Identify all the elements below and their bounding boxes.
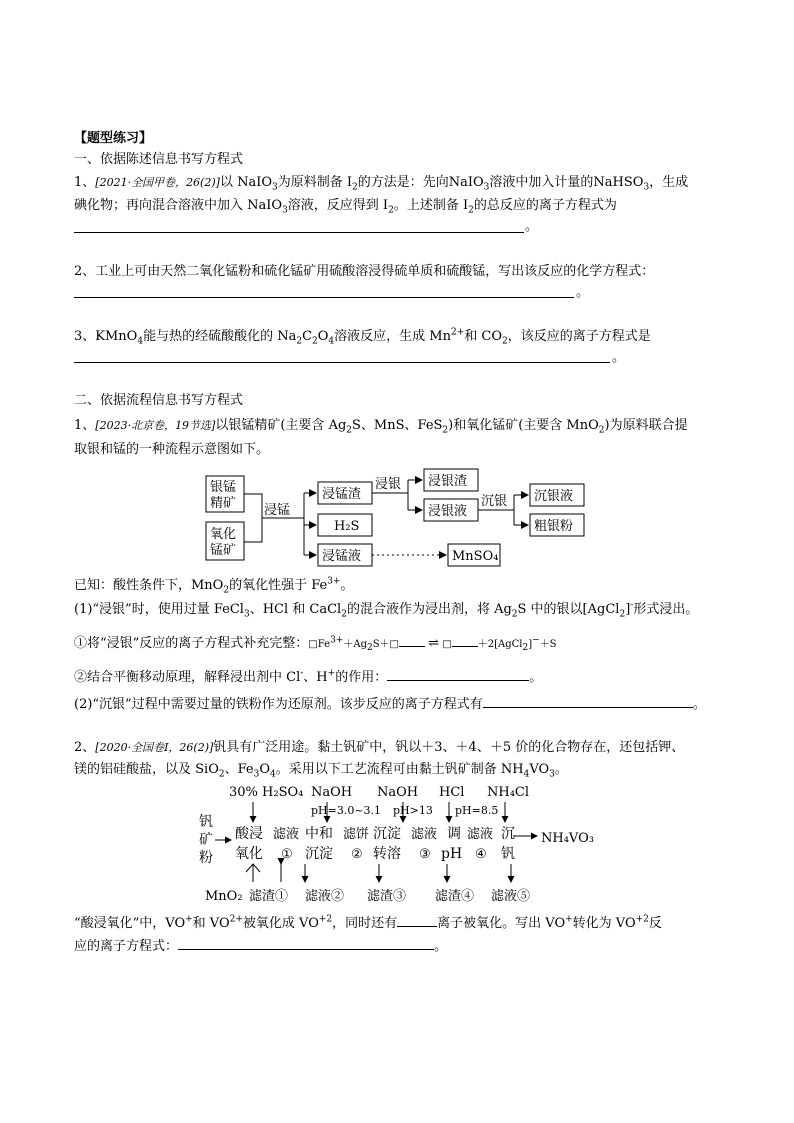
num-4: ④ [475,847,487,862]
s2-q1-line1: 1、[2023·北京卷，19节选]以银锰精矿(主要含 $Ag_2S$、MnS、FeS$_2$)和氧化锰矿(主要含 MnO$_2$)为原料联合提 [74,418,688,436]
s2-q2-line1: 2、[2020·全国卷Ⅰ，26(2)]钒具有广泛用途。黏土钒矿中，钒以＋3、＋4、＋5 价的化合物存在，还包括钾、 [74,740,685,755]
s2-q2-question: “酸浸氧化”中，VO+和 $VO^{2+}$被氧化成 $VO^{+2}$，同时还有 离子被氧化。写出 VO+转化为 $VO^{+2}$反 [74,914,662,931]
ion-answer-blank[interactable] [397,914,437,927]
step1-bottom: 氧化 [235,846,263,862]
eq-blank-2[interactable] [452,634,478,647]
eq-blank-1[interactable] [399,634,425,647]
start-3: 粉 [199,850,213,866]
step4-bottom: pH [441,846,463,862]
eq-arrow: ⇌ [428,636,440,651]
ph-range-1: pH=3.0~3.1 [311,804,382,817]
output-1: 滤渣① [249,889,289,904]
start-1: 钒 [199,814,213,830]
s1-q1-line1: 1、[2021·全国甲卷，26(2)]以 NaIO$_3$为原料制备 $I_2$的方法是：先向NaIO$_3$溶液中加入计量的NaHSO$_3$，生成 [74,175,689,193]
step1-top: 酸浸 [235,826,263,842]
mno2-input: MnO₂ [205,889,243,904]
s2-q1-item2: ②结合平衡移动原理，解释浸出剂中 Cl-、H+的作用： 。 [74,668,543,685]
s1-q1-line2: 碘化物；再向混合溶液中加入 NaIO$_3$溶液，反应得到 $I_2$。上述制备 $I_2$的总反应的离子方程式为 [74,198,617,216]
s2-q2-question-line2: 应的离子方程式： 。 [74,939,448,954]
s2-q1-sub1: (1)“浸银”时，使用过量 FeCl$_3$、HCl 和 CaCl$_2$的混合液作为浸出剂，将 $Ag_2S$ 中的银以[AgCl$_2$]-形式浸出。 [74,600,699,620]
s1-q2-answer-line[interactable] [74,297,574,298]
flow-ore2-bottom: 锰矿 [210,543,237,558]
flow-liquid-ag: 浸银液 [428,504,468,519]
s1-q2-end: 。 [576,285,590,300]
flow-leach-mn: 浸锰 [264,503,291,518]
flow-residue-mn: 浸锰渣 [322,487,362,502]
output-3: 滤渣③ [367,889,407,904]
start-2: 矿 [199,832,213,848]
step2-top: 中和 [305,826,333,842]
s2-q1-line2: 取银和锰的一种流程示意图如下。 [74,442,270,457]
flow-liquid-mn: 浸锰液 [322,549,362,564]
flow-ore1-bottom: 精矿 [210,496,237,511]
flow-leach-ag: 浸银 [375,477,402,492]
flow-mnso4: MnSO₄ [452,549,499,564]
section2-title: 二、依据流程信息书写方程式 [74,393,244,408]
s1-q1-end: 。 [525,219,539,234]
step5-top: 沉 [501,826,515,842]
flow-ore1-top: 银锰 [210,480,237,495]
s2-q1-known: 已知：酸性条件下，MnO$_2$的氧化性强于 $Fe^{3+}$。 [74,576,354,596]
item2-answer-blank[interactable] [387,668,529,681]
reagent-naoh-2: NaOH [377,785,419,800]
flow-crude-ag: 粗银粉 [534,519,574,534]
silver-manganese-flowchart [200,466,600,572]
equation-answer-blank[interactable] [178,937,434,950]
reagent-h2so4: 30% H₂SO₄ [229,785,304,800]
s1-q1-answer-line[interactable] [74,232,524,233]
step4-top: 调 [447,826,461,842]
s1-q3-end: 。 [612,350,626,365]
num-1: ① [281,847,293,862]
section-header: 【题型练习】 [74,131,153,146]
flow-residue-ag: 浸银渣 [428,474,468,489]
step3-top: 沉淀 [373,826,401,842]
ph-range-2: pH>13 [393,804,433,817]
s1-q3-answer-line[interactable] [74,362,610,363]
filtrate-1: 滤液 [273,827,300,842]
filtrate-4: 滤液 [467,827,494,842]
output-5: 滤液⑤ [491,889,531,904]
step5-bottom: 钒 [501,846,515,862]
num-3: ③ [419,847,431,862]
vanadium-flowchart [195,782,615,907]
filtrate-3: 滤液 [411,827,438,842]
ph-range-3: pH=8.5 [455,804,499,817]
s2-q2-line2: 镁的铝硅酸盐，以及 SiO$_2$、$Fe_3O_4$。采用以下工艺流程可由黏土钒矿制备 $NH_4VO_3$。 [74,762,568,780]
flow-h2s: H₂S [334,519,360,534]
sub2-answer-blank[interactable] [483,695,693,708]
step3-bottom: 转溶 [373,846,401,862]
output-4: 滤渣④ [435,889,475,904]
flow-precip-ag: 沉银 [481,494,508,509]
section1-title: 一、依据陈述信息书写方程式 [74,152,244,167]
s2-q1-sub2: (2)“沉银”过程中需要过量的铁粉作为还原剂。该步反应的离子方程式有 。 [74,697,706,712]
s2-q1-item1: ①将“浸银”反应的离子方程式补充完整：$□Fe^{3+}+Ag_2S+□$ ⇌ □ ＋2[AgCl$_2$]−＋S [74,635,557,653]
s1-q3-line: 3、KMnO$_4$能与热的经硫酸酸化的 $Na_2C_2O_4$溶液反应，生成 $Mn^{2+}$和 $CO_2$，该反应的离子方程式是 [74,327,651,347]
s1-q2-line: 2、工业上可由天然二氧化锰粉和硫化锰矿用硫酸溶浸得硫单质和硫酸锰，写出该反应的化学方程式： [74,264,655,279]
output-2: 滤液② [305,889,345,904]
filtrate-2: 滤饼 [343,827,370,842]
product-nh4vo3: NH₄VO₃ [541,831,594,846]
step2-bottom: 沉淀 [305,846,333,862]
reagent-naoh-1: NaOH [311,785,353,800]
reagent-nh4cl: NH₄Cl [487,785,530,800]
num-2: ② [351,847,363,862]
flow-liquid-precip: 沉银液 [534,489,574,504]
flow-ore2-top: 氧化 [210,527,237,542]
reagent-hcl: HCl [439,785,465,800]
